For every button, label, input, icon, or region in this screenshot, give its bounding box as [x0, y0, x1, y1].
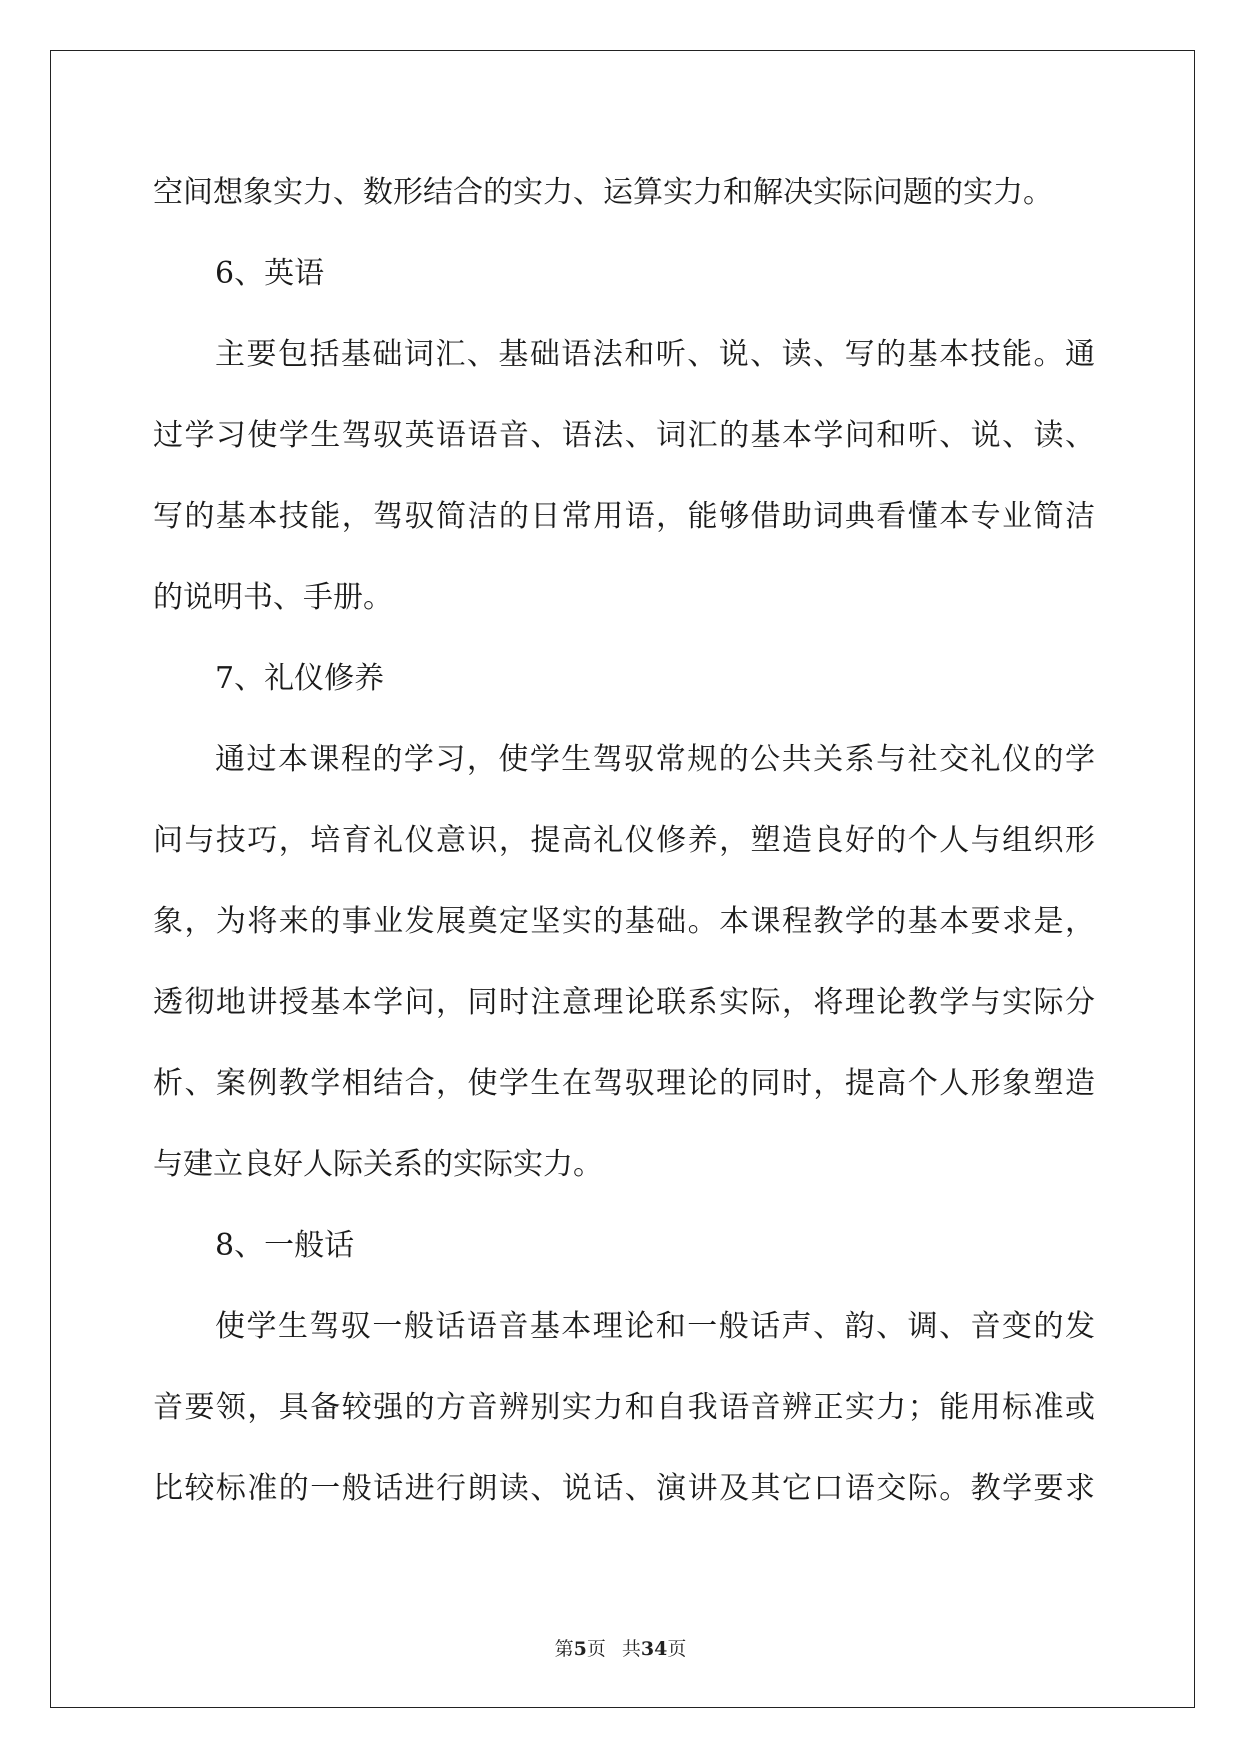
paragraph-line: 空间想象实力、数形结合的实力、运算实力和解决实际问题的实力。 [153, 175, 1053, 210]
paragraph-line: 比较标准的一般话进行朗读、说话、演讲及其它口语交际。教学要求 [153, 1471, 1095, 1506]
paragraph-line: 音要领，具备较强的方音辨别实力和自我语音辨正实力；能用标准或 [153, 1390, 1095, 1425]
paragraph-line: 象，为将来的事业发展奠定坚实的基础。本课程教学的基本要求是， [153, 904, 1095, 939]
paragraph-line: 写的基本技能，驾驭简洁的日常用语，能够借助词典看懂本专业简洁 [153, 499, 1095, 534]
paragraph-line: 使学生驾驭一般话语音基本理论和一般话声、韵、调、音变的发 [215, 1309, 1095, 1344]
page-suffix: 页 [586, 1638, 606, 1660]
paragraph-line: 问与技巧，培育礼仪意识，提高礼仪修养，塑造良好的个人与组织形 [153, 823, 1095, 858]
paragraph-line: 析、案例教学相结合，使学生在驾驭理论的同时，提高个人形象塑造 [153, 1066, 1095, 1101]
page-prefix: 第 [554, 1638, 574, 1660]
paragraph-line: 的说明书、手册。 [153, 580, 393, 615]
section-heading-mandarin: 8、一般话 [215, 1228, 355, 1263]
section-heading-etiquette: 7、礼仪修养 [215, 661, 385, 696]
paragraph-line: 通过本课程的学习，使学生驾驭常规的公共关系与社交礼仪的学 [215, 742, 1095, 777]
document-body [153, 165, 1095, 1542]
paragraph-line: 过学习使学生驾驭英语语音、语法、词汇的基本学问和听、说、读、 [153, 418, 1095, 453]
total-suffix: 页 [667, 1638, 687, 1660]
page-footer [0, 1634, 1241, 1661]
paragraph-line: 透彻地讲授基本学问，同时注意理论联系实际，将理论教学与实际分 [153, 985, 1095, 1020]
section-heading-english: 6、英语 [215, 256, 325, 291]
page-number: 5 [573, 1638, 587, 1660]
total-pages: 34 [640, 1638, 668, 1660]
paragraph-line: 主要包括基础词汇、基础语法和听、说、读、写的基本技能。通 [215, 337, 1095, 372]
paragraph-line: 与建立良好人际关系的实际实力。 [153, 1147, 603, 1182]
total-prefix: 共 [621, 1638, 641, 1660]
